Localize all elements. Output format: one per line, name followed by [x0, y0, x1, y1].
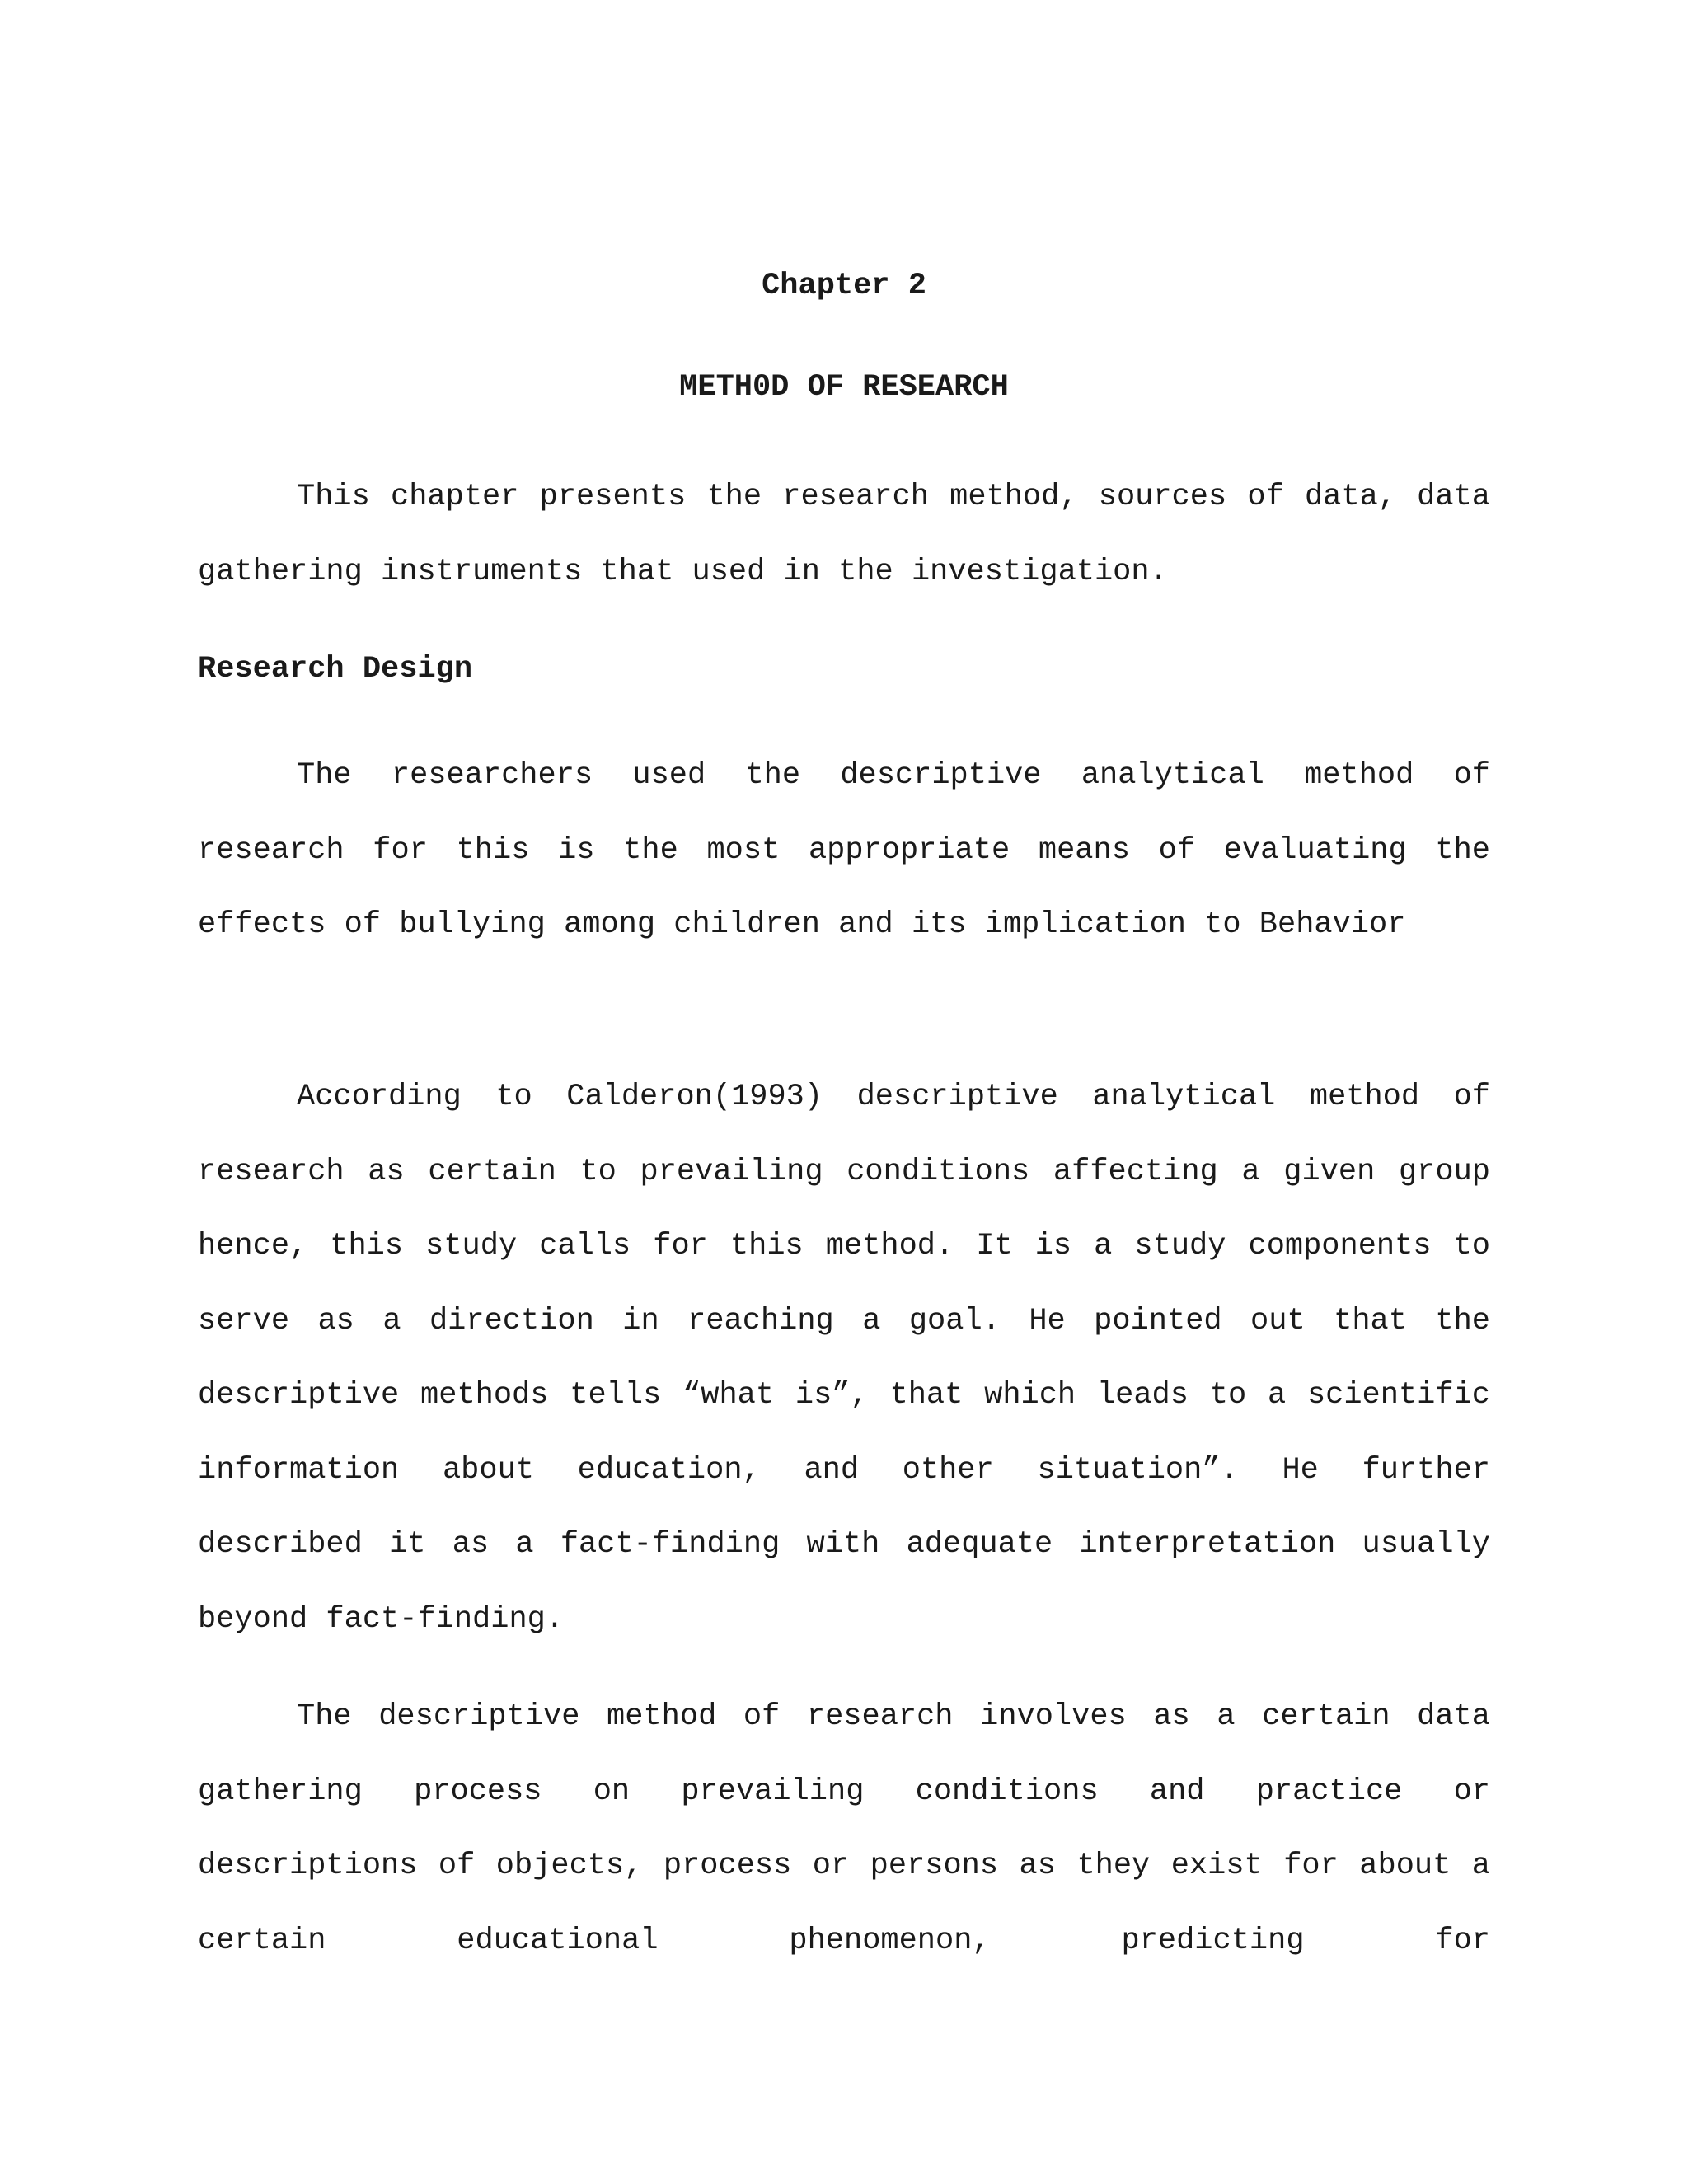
chapter-number: Chapter 2 — [762, 269, 926, 303]
paragraph-method-choice: The researchers used the descriptive analytical method of research for this is the most appropriate means of evaluating the effects of bullying among children and its implication to Behavior — [198, 758, 1490, 942]
paragraph-descriptive-method: The descriptive method of research involves as a certain data gathering process on prevailing conditions and practice or descriptions of objects, process or persons as they exist for about a certain educational phenomenon, predicting for — [198, 1699, 1490, 1958]
chapter-title: METH0D OF RESEARCH — [679, 370, 1009, 405]
paragraph-calderon: According to Calderon(1993) descriptive analytical method of research as certain to prevailing conditions affecting a given group hence, this study calls for this method. It is a study components to serve as a direction in reaching a goal. He pointed out that the descriptive methods tells “what is”, that which leads to a scientific information about education, and other situation”. He further described it as a fact-finding with adequate interpretation usually beyond fact-finding. — [198, 1080, 1490, 1637]
intro-paragraph: This chapter presents the research method, sources of data, data gathering instruments that used in the investigation. — [198, 480, 1490, 589]
section-heading-research-design: Research Design — [198, 652, 473, 687]
